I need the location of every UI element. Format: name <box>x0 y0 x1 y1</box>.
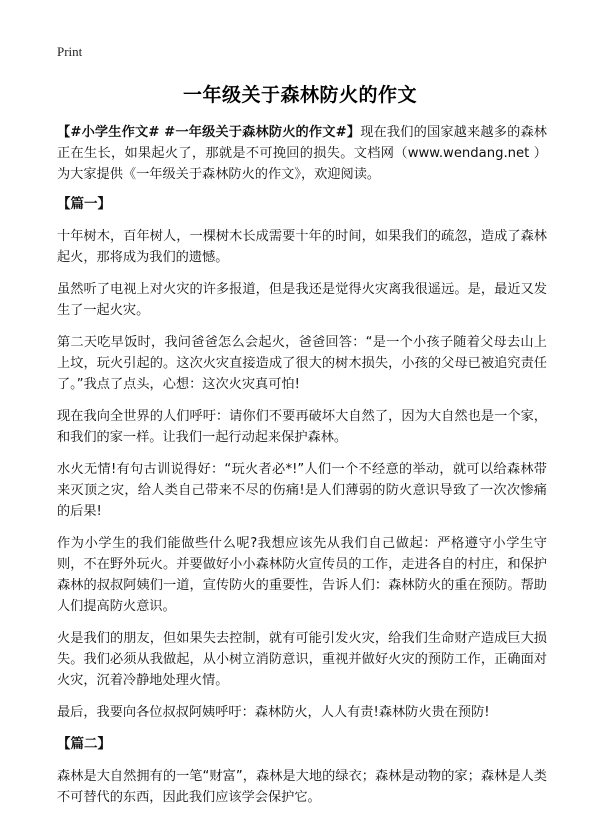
paragraph: 现在我向全世界的人们呼吁：请你们不要再破坏大自然了，因为大自然也是一个家，和我们的家一样。让我们一起行动起来保护森林。 <box>57 409 547 445</box>
section-heading-2: 【篇二】 <box>57 736 111 752</box>
intro-text: 现在我们的国家越来越多的森林正在生长，如果起火了，那就是不可挽回的损失。文档网（www.wendang.net ）为大家提供《一年级关于森林防火的作文》，欢迎阅读。 <box>57 125 547 182</box>
paragraph: 火是我们的朋友，但如果失去控制，就有可能引发火灾，给我们生命财产造成巨大损失。我们必须从我做起，从小树立消防意识，重视并做好火灾的预防工作，正确面对火灾，沉着冷静地处理火情。 <box>57 631 547 688</box>
print-label[interactable]: Print <box>57 44 83 59</box>
document-body <box>57 122 547 819</box>
intro-paragraph <box>57 122 547 185</box>
paragraph: 虽然听了电视上对火灾的许多报道，但是我还是觉得火灾离我很遥远。是，最近又发生了一起火灾。 <box>57 282 547 318</box>
paragraph: 最后，我要向各位叔叔阿姨呼吁：森林防火，人人有责!森林防火贵在预防! <box>57 705 490 720</box>
document-title: 一年级关于森林防火的作文 <box>182 84 417 106</box>
paragraph: 十年树木，百年树人，一棵树木长成需要十年的时间，如果我们的疏忽，造成了森林起火，那将成为我们的遗憾。 <box>57 229 547 265</box>
paragraph: 作为小学生的我们能做些什么呢?我想应该先从我们自己做起：严格遵守小学生守则，不在野外玩火。并要做好小小森林防火宣传员的工作，走进各自的村庄，和保护森林的叔叔阿姨们一道，宣传防火的重要性，告诉人们：森林防火的重在预防。帮助人们提高防火意识。 <box>57 536 547 614</box>
paragraph: 水火无情!有句古训说得好：“玩火者必*!”人们一个不经意的举动，就可以给森林带来灭顶之灾，给人类自己带来不尽的伤痛!是人们薄弱的防火意识导致了一次次惨痛的后果! <box>57 462 547 519</box>
paragraph: 森林是大自然拥有的一笔“财富”，森林是大地的绿衣；森林是动物的家；森林是人类不可替代的东西，因此我们应该学会保护它。 <box>57 769 547 805</box>
paragraph: 第二天吃早饭时，我问爸爸怎么会起火，爸爸回答：“是一个小孩子随着父母去山上上坟，玩火引起的。这次火灾直接造成了很大的树木损失，小孩的父母已被追究责任了。”我点了点头，心想：这次火灾真可怕! <box>57 335 547 392</box>
intro-tag: 【#小学生作文# #一年级关于森林防火的作文#】 <box>57 125 361 140</box>
section-heading-1: 【篇一】 <box>57 196 111 212</box>
